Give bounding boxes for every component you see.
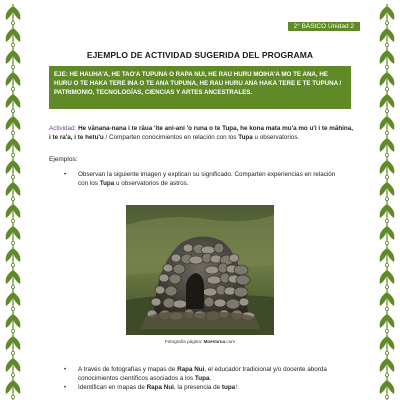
bullet3-bold2: tupa	[221, 384, 236, 391]
border-motif	[380, 26, 395, 48]
activity-separator: /	[103, 133, 110, 141]
activity-spanish-bold: Tupa	[238, 133, 253, 141]
border-motif	[380, 70, 395, 92]
bullet-text	[64, 171, 346, 188]
border-motif	[380, 114, 395, 136]
bullet-symbol: •	[64, 367, 67, 373]
unit-badge: 2° BÁSICO Unidad 2	[288, 22, 360, 31]
bullet2-mid: , el educador tradicional y/o docente aborda conocimientos científicos asociados a los	[78, 366, 327, 382]
stone-shape	[183, 244, 193, 252]
activity-rapanui-text: He vānana-nana i te rāua 'ite ani-ani 'o runa o te Tupa, he kona mata mu'a mo u'i i te māhina, i te ra'a, i te hetu'u	[49, 125, 354, 141]
border-motif	[6, 290, 21, 312]
stone-shape	[173, 300, 187, 308]
border-motif	[380, 4, 395, 26]
border-motif	[6, 334, 21, 356]
stone-shape	[165, 286, 177, 296]
border-motif	[380, 158, 395, 180]
bullet2-pre: A través de fotografías y mapas de	[78, 366, 178, 373]
border-motif	[380, 136, 395, 158]
stone-shape	[151, 298, 161, 306]
stone-shape	[155, 286, 165, 294]
border-motif	[380, 246, 395, 268]
border-motif	[380, 334, 395, 356]
border-motif	[6, 202, 21, 224]
border-motif	[380, 202, 395, 224]
border-motif	[380, 268, 395, 290]
stone-shape	[207, 276, 221, 284]
activity-paragraph	[49, 125, 353, 142]
list-item	[64, 171, 346, 188]
border-motif	[6, 180, 21, 202]
stone-shape	[171, 254, 181, 262]
stone-shape	[214, 299, 226, 307]
border-motif	[6, 136, 21, 158]
bullet3-bold1: Rapa Nui	[146, 384, 174, 391]
border-motif	[6, 246, 21, 268]
bullet1-pre: Observan la siguiente imagen y explican su significado. Comparten experiencias en relación con los	[78, 171, 336, 187]
stone-shape	[236, 275, 250, 285]
border-pattern-right	[374, 0, 400, 400]
caption-source: MoeVarua	[203, 339, 226, 344]
border-motif	[6, 356, 21, 378]
bullet2-bold2: Tupa	[194, 374, 210, 382]
border-motif	[6, 92, 21, 114]
bullet1-post: u observatorios de astros.	[114, 179, 189, 187]
eje-text: EJE: HE HAUHA'A, HE TAO'A TUPUNA O RAPA NUI, HE RAU HURU MOIHA'A MO TE ANA, HE HURU O TE HAKA TERE INA O TE ANA TUPUNA, HE RAU HURU ANA HAKA TERE E TE TUPUNA / PATRIMONIO, TECNOLOGÍAS, CIENCIAS Y ARTES ANCESTRALES.	[54, 71, 342, 96]
bullet2-post: .	[209, 374, 212, 382]
eje-box	[49, 66, 351, 109]
bullet3-post: ¹:	[235, 384, 240, 391]
border-motif	[6, 4, 21, 26]
stone-tower-image	[126, 205, 274, 335]
stone-shape	[159, 274, 169, 282]
border-motif	[380, 48, 395, 70]
bullet1-bold: Tupa	[99, 179, 115, 187]
stone-shape	[173, 264, 185, 274]
list-item	[64, 384, 346, 393]
tupa-photo	[126, 205, 274, 335]
caption-suffix: .com	[225, 339, 236, 344]
border-motif	[380, 356, 395, 378]
border-motif	[380, 378, 395, 400]
activity-spanish-post: u observatorios.	[252, 133, 300, 141]
border-motif	[380, 180, 395, 202]
border-motif	[6, 26, 21, 48]
border-motif	[380, 312, 395, 334]
bullet3-pre: Identifican en mapas de	[78, 384, 147, 391]
border-motif	[380, 92, 395, 114]
border-pattern-left	[0, 0, 26, 400]
list-item	[64, 366, 346, 383]
stone-shape	[239, 298, 249, 306]
left-decorative-border	[0, 0, 26, 400]
stone-shape	[229, 254, 239, 262]
examples-heading: Ejemplos:	[49, 156, 78, 163]
border-motif	[380, 224, 395, 246]
activity-label: Actividad:	[49, 125, 77, 132]
border-motif	[6, 114, 21, 136]
bullet-symbol: •	[64, 385, 67, 391]
bullet-symbol: •	[64, 172, 67, 178]
border-motif	[6, 224, 21, 246]
border-motif	[380, 290, 395, 312]
stone-shape	[226, 299, 240, 309]
border-motif	[6, 48, 21, 70]
page-title: EJEMPLO DE ACTIVIDAD SUGERIDA DEL PROGRAMA	[86, 50, 314, 60]
stone-shape	[204, 297, 214, 307]
stone-shape	[189, 256, 203, 264]
right-decorative-border	[374, 0, 400, 400]
bullet-text	[64, 366, 346, 383]
stone-shape	[203, 288, 217, 296]
bullet-text	[64, 384, 346, 393]
stone-shape	[163, 264, 173, 272]
border-motif	[6, 268, 21, 290]
bullet3-mid: , la presencia de	[173, 384, 222, 391]
bullet2-bold1: Rapa Nui	[177, 366, 205, 373]
border-motif	[6, 70, 21, 92]
photo-caption	[126, 339, 274, 344]
stone-shape	[205, 266, 219, 274]
activity-spanish-pre: Comparten conocimientos en relación con los	[109, 133, 239, 141]
caption-prefix: Fotografía página:	[164, 339, 204, 344]
border-motif	[6, 312, 21, 334]
border-motif	[6, 158, 21, 180]
stone-shape	[214, 243, 224, 253]
border-motif	[6, 378, 21, 400]
stone-shape	[234, 287, 248, 297]
stone-shape	[234, 265, 248, 275]
stone-shape	[169, 274, 181, 284]
